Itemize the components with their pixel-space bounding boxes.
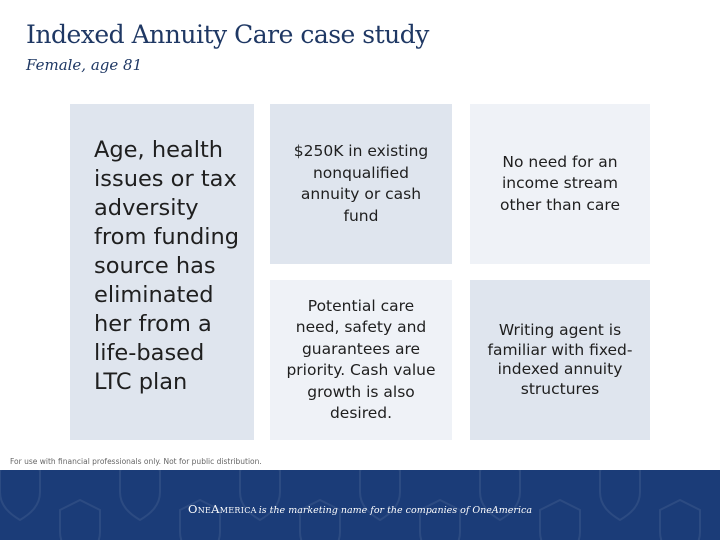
footer-line xyxy=(0,502,720,516)
criteria-box-agent xyxy=(470,280,650,440)
criteria-text-priorities: Potential care need, safety and guarantees are priority. Cash value growth is also desired. xyxy=(286,296,436,422)
footer-tagline: is the marketing name for the companies of OneAmerica xyxy=(258,505,532,516)
slide-title: Indexed Annuity Care case study xyxy=(26,20,429,49)
criteria-box-funds xyxy=(270,104,452,264)
criteria-text-funds: $250K in existing nonqualified annuity or cash fund xyxy=(293,142,429,225)
footer-band xyxy=(0,470,720,540)
criteria-text-health: Age, health issues or tax adversity from funding source has eliminated her from a life-based LTC plan xyxy=(94,137,240,395)
disclaimer-footnote: For use with financial professionals only. Not for public distribution. xyxy=(10,457,262,466)
criteria-text-income: No need for an income stream other than care xyxy=(500,152,620,214)
criteria-box-health xyxy=(70,104,254,440)
brand-logo: OneAmerica xyxy=(188,502,257,516)
criteria-text-agent: Writing agent is familiar with fixed-indexed annuity structures xyxy=(487,321,633,398)
slide-subtitle: Female, age 81 xyxy=(26,56,143,74)
criteria-box-priorities xyxy=(270,280,452,440)
criteria-box-income xyxy=(470,104,650,264)
